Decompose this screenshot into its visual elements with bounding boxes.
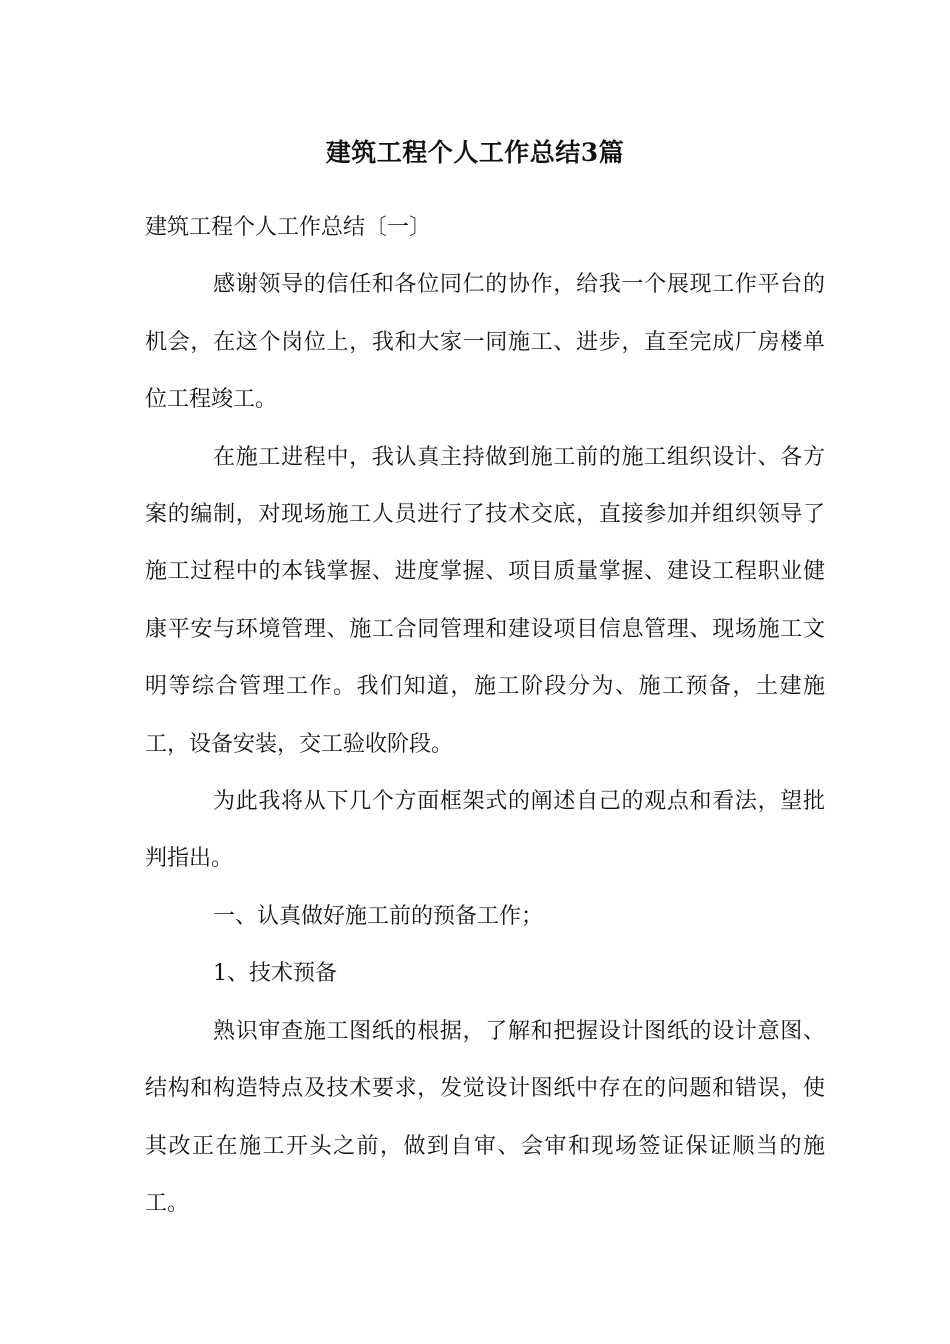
paragraph-framework: 为此我将从下几个方面框架式的阐述自己的观点和看法，望批判指出。 (145, 789, 825, 872)
paragraph-intro: 感谢领导的信任和各位同仁的协作，给我一个展现工作平台的机会，在这个岗位上，我和大家一同施工、进步，直至完成厂房楼单位工程竣工。 (145, 272, 825, 413)
heading-preparation: 一、认真做好施工前的预备工作； (213, 903, 544, 929)
heading-technical-preparation: 1、技术预备 (213, 961, 337, 987)
paragraph-construction-process: 在施工进程中，我认真主持做到施工前的施工组织设计、各方案的编制，对现场施工人员进行了技术交底，直接参加并组织领导了施工过程中的本钱掌握、进度掌握、项目质量掌握、建设工程职业健康平安与环境管理、施工合同管理和建设项目信息管理、现场施工文明等综合管理工作。我们知道，施工阶段分为、施工预备，土建施工，设备安装，交工验收阶段。 (145, 444, 825, 757)
document-body (145, 199, 825, 1232)
document-title: 建筑工程个人工作总结3篇 (325, 138, 625, 167)
section-heading: 建筑工程个人工作总结〔一〕 (145, 215, 432, 240)
paragraph-drawing-review: 熟识审查施工图纸的根据，了解和把握设计图纸的设计意图、结构和构造特点及技术要求，发觉设计图纸中存在的问题和错误，使其改正在施工开头之前，做到自审、会审和现场签证保证顺当的施工。 (145, 1018, 825, 1216)
